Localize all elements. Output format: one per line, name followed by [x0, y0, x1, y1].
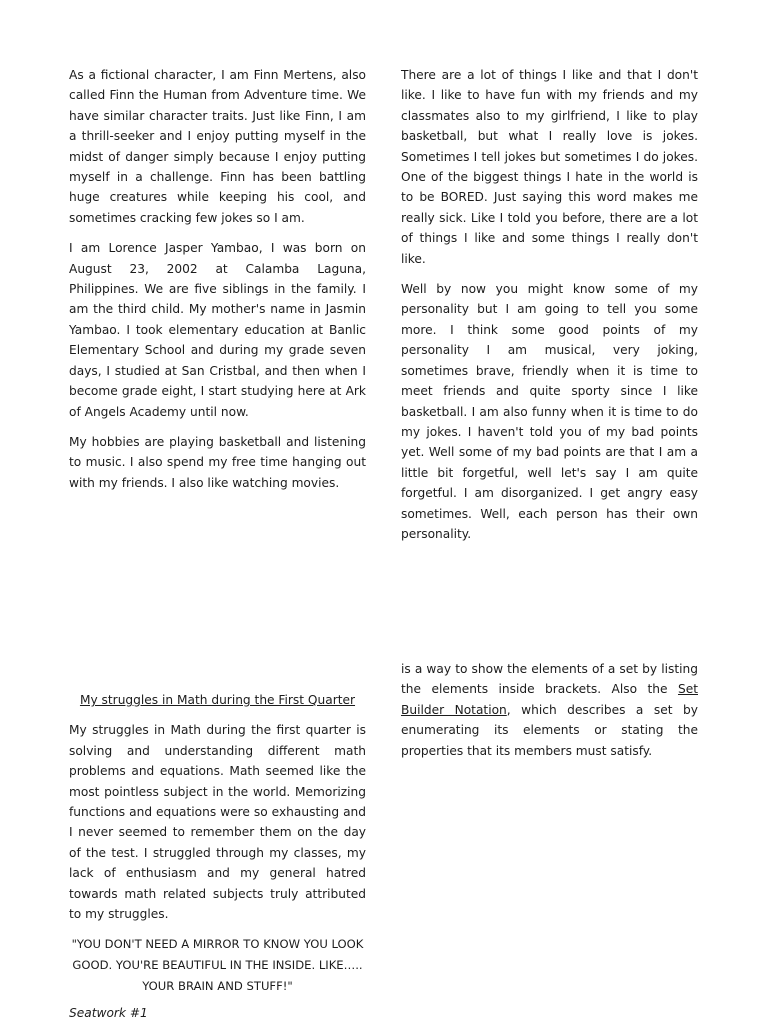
top-left-column [69, 65, 366, 503]
personality-paragraph: Well by now you might know some of my personality but I am going to tell you some more. I think some good points of my personality I am musical, very joking, sometimes brave, friendly when it is time to meet friends and quite sporty since I like basketball. I am also funny when it is time to do my jokes. I haven't told you of my bad points yet. Well some of my bad points are that I am a little bit forgetful, well let's say I am quite forgetful. I am disorganized. I get angry easy sometimes. Well, each person has their own personality. [401, 282, 698, 541]
likes-paragraph: There are a lot of things I like and that I don't like. I like to have fun with my friends and my classmates also to my girlfriend, I like to play basketball, but what I really love is jokes. Sometimes I tell jokes but sometimes I do jokes. One of the biggest things I hate in the world is to be BORED. Just saying this word makes me really sick. Like I told you before, there are a lot of things I like and some things I really don't like. [401, 68, 698, 266]
set-builder-notation-link[interactable]: Set Builder Notation [401, 682, 698, 717]
top-right-column [401, 65, 698, 554]
math-struggles-paragraph: My struggles in Math during the first quarter is solving and understanding different math problems and equations. Math seemed like the most pointless subject in the world. Memorizing functions and equations were so exhausting and I never seemed to remember them on the day of the test. I struggled through my classes, my lack of enthusiasm and my general hatred towards math related subjects truly attributed to my struggles. [69, 723, 366, 922]
set-text-after: , which describes a set by enumerating its elements or stating the properties that its members must satisfy. [401, 702, 698, 758]
set-notation-paragraph [401, 659, 698, 761]
set-text-before: is a way to show the elements of a set by listing the elements inside brackets. Also the [401, 662, 698, 697]
finn-character-paragraph: As a fictional character, I am Finn Mertens, also called Finn the Human from Adventure time. We have similar character traits. Just like Finn, I am a thrill-seeker and I enjoy putting myself in the midst of danger simply because I enjoy putting myself in a challenge. Finn has been battling huge creatures while keeping his cool, and sometimes cracking few jokes so I am. [69, 68, 366, 225]
bottom-right-column [401, 659, 698, 771]
seatwork-label: Seatwork #1 [69, 1006, 148, 1020]
math-struggles-heading: My struggles in Math during the First Quarter [79, 693, 356, 707]
bottom-left-column [69, 690, 366, 1006]
biography-paragraph: I am Lorence Jasper Yambao, I was born on August 23, 2002 at Calamba Laguna, Philippines. We are five siblings in the family. I am the third child. My mother's name in Jasmin Yambao. I took elementary education at Banlic Elementary School and during my grade seven days, I studied at San Cristbal, and then when I become grade eight, I start studying here at Ark of Angels Academy until now. [69, 241, 366, 419]
mirror-quote: "YOU DON'T NEED A MIRROR TO KNOW YOU LOOK GOOD. YOU'RE BEAUTIFUL IN THE INSIDE. LIKE….. YOUR BRAIN AND STUFF!" [71, 937, 364, 993]
hobbies-paragraph: My hobbies are playing basketball and listening to music. I also spend my free time hanging out with my friends. I also like watching movies. [69, 434, 366, 490]
